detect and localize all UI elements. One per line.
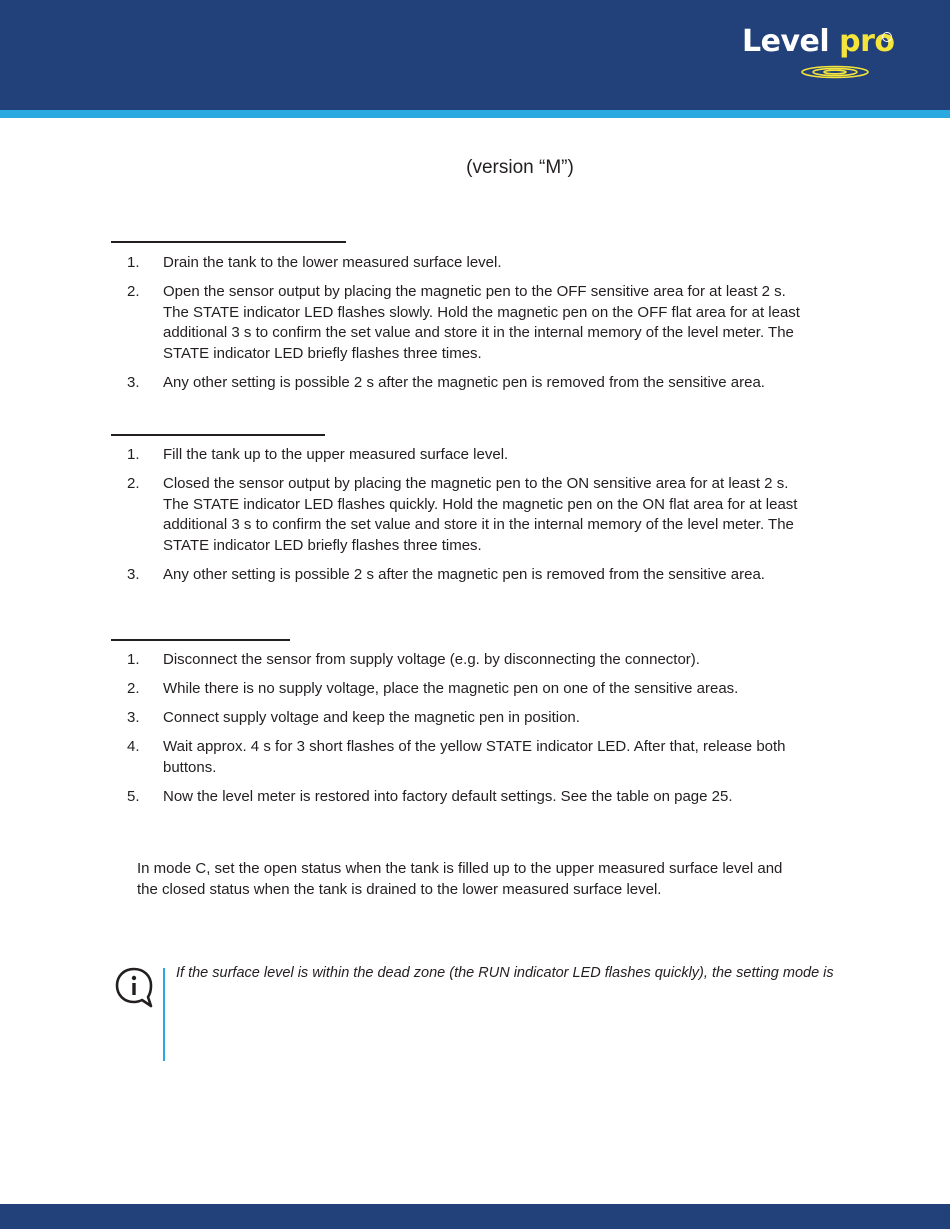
list-item-text: Now the level meter is restored into factory default settings. See the table on page 25.	[163, 787, 733, 805]
list-item-number: 1.	[127, 446, 140, 463]
page-footer	[0, 1204, 950, 1229]
list-item-number: 5.	[127, 787, 140, 805]
list-item-text: Wait approx. 4 s for 3 short flashes of the yellow STATE indicator LED. After that, release both buttons.	[163, 738, 786, 776]
logo-word-level: Level	[742, 24, 830, 59]
list-item-number: 1.	[127, 254, 140, 271]
list-item	[127, 679, 807, 700]
list-item	[127, 708, 807, 729]
list-item-text: Connect supply voltage and keep the magnetic pen in position.	[163, 709, 580, 726]
section-3-heading-rule	[111, 639, 290, 641]
list-item-number: 3.	[127, 373, 140, 391]
list-item	[127, 737, 807, 778]
level-pro-logo	[742, 24, 902, 84]
section-1-heading-rule	[111, 241, 346, 243]
logo-wordmark	[742, 24, 895, 59]
list-item	[127, 282, 807, 364]
section-3-list	[127, 650, 807, 816]
list-item-number: 1.	[127, 651, 140, 668]
note-accent-bar	[163, 968, 165, 1061]
list-item-number: 2.	[127, 283, 140, 300]
logo-word-pro: pro	[839, 24, 895, 59]
list-item	[127, 253, 807, 274]
list-item-number: 4.	[127, 738, 140, 755]
list-item-number: 2.	[127, 475, 140, 492]
list-item	[127, 474, 807, 556]
section-2-heading-rule	[111, 434, 325, 436]
info-icon	[114, 966, 154, 1010]
list-item-number: 2.	[127, 680, 140, 697]
list-item-text: Closed the sensor output by placing the magnetic pen to the ON sensitive area for at least 2 s. The STATE indicator LED flashes quickly. Hold the magnetic pen on the ON flat area for at least additional 3 s to confirm the set value and store it in the internal memory of the level meter. The STATE indicator LED briefly flashes three times.	[163, 475, 798, 554]
list-item	[127, 565, 807, 586]
list-item-text: Disconnect the sensor from supply voltage (e.g. by disconnecting the connector).	[163, 651, 700, 668]
version-label: (version “M”)	[466, 157, 574, 178]
section-2-list	[127, 445, 807, 594]
list-item	[127, 445, 807, 466]
header-stripe	[0, 110, 950, 118]
note-text: If the surface level is within the dead zone (the RUN indicator LED flashes quickly), the setting mode is	[176, 965, 834, 981]
list-item-text: Any other setting is possible 2 s after the magnetic pen is removed from the sensitive area.	[163, 373, 765, 391]
list-item-text: Open the sensor output by placing the magnetic pen to the OFF sensitive area for at least 2 s. The STATE indicator LED flashes slowly. Hold the magnetic pen on the OFF flat area for at least additional 3 s to confirm the set value and store it in the internal memory of the level meter. The STATE indicator LED briefly flashes three times.	[163, 283, 800, 362]
list-item-number: 3.	[127, 709, 140, 726]
list-item	[127, 373, 807, 394]
logo-waves-icon	[800, 64, 870, 80]
list-item	[127, 787, 807, 808]
list-item-text: Drain the tank to the lower measured surface level.	[163, 254, 502, 271]
section-1-list	[127, 253, 807, 402]
list-item-text: Fill the tank up to the upper measured surface level.	[163, 446, 509, 463]
list-item-number: 3.	[127, 565, 140, 583]
logo-circle-icon	[882, 32, 892, 42]
mode-c-paragraph: In mode C, set the open status when the tank is filled up to the upper measured surface level and the closed status when the tank is drained to the lower measured surface level.	[137, 860, 783, 898]
list-item	[127, 650, 807, 671]
list-item-text: While there is no supply voltage, place the magnetic pen on one of the sensitive areas.	[163, 680, 739, 697]
list-item-text: Any other setting is possible 2 s after the magnetic pen is removed from the sensitive area.	[163, 565, 765, 583]
